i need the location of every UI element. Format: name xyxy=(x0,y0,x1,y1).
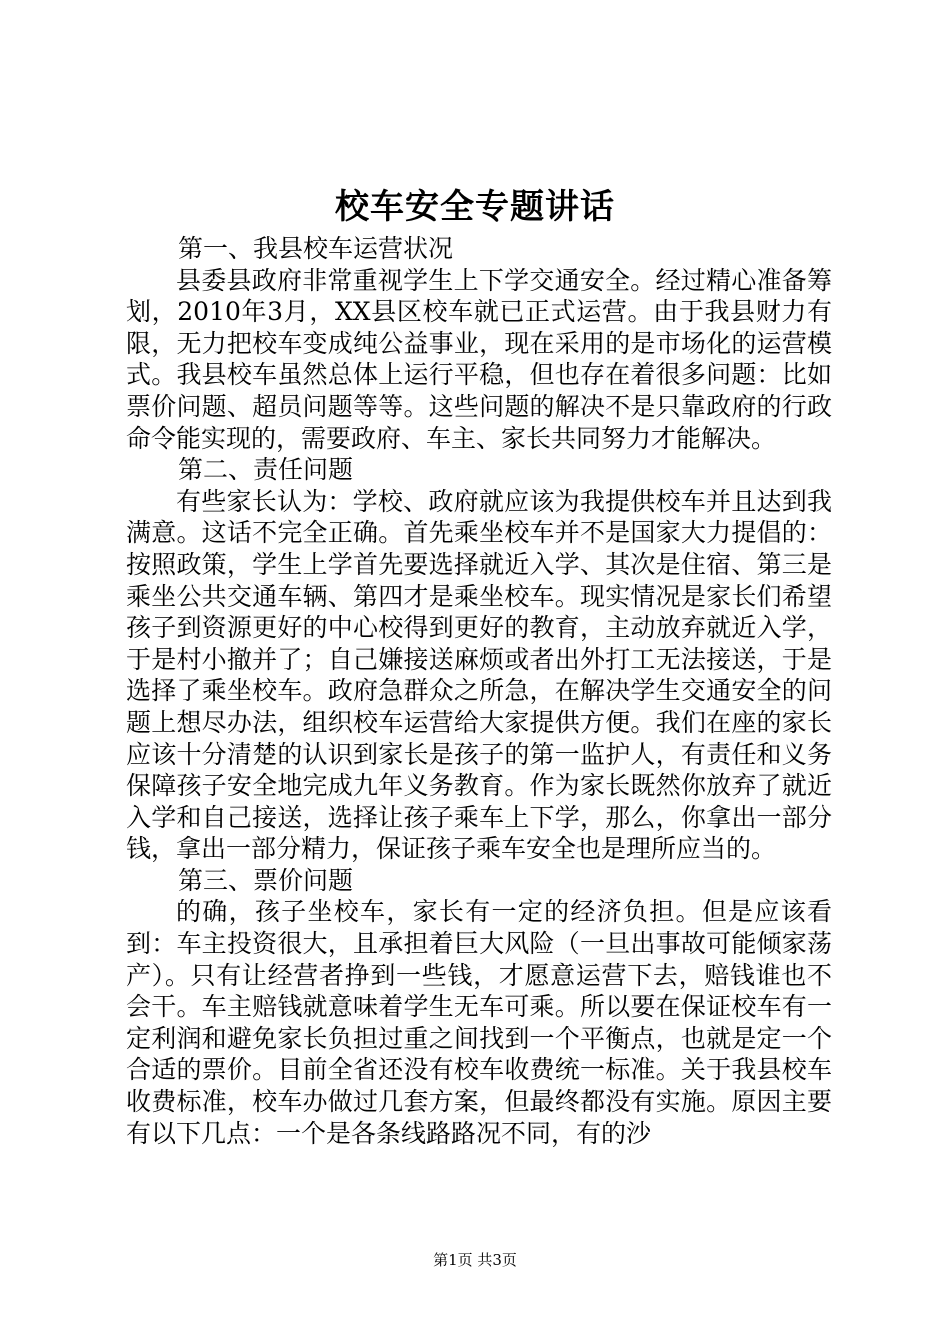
document-body xyxy=(126,233,832,1149)
paragraph-3: 的确，孩子坐校车，家长有一定的经济负担。但是应该看到：车主投资很大，且承担着巨大风险（一旦出事故可能倾家荡产）。只有让经营者挣到一些钱，才愿意运营下去，赔钱谁也不会干。车主赔钱就意味着学生无车可乘。所以要在保证校车有一定利润和避免家长负担过重之间找到一个平衡点，也就是定一个合适的票价。目前全省还没有校车收费统一标准。关于我县校车收费标准，校车办做过几套方案，但最终都没有实施。原因主要有以下几点：一个是各条线路路况不同，有的沙 xyxy=(126,897,832,1148)
section-heading-2: 第二、责任问题 xyxy=(178,455,354,485)
section-heading-1: 第一、我县校车运营状况 xyxy=(178,234,454,263)
document-title: 校车安全专题讲话 xyxy=(335,187,615,227)
page-footer: 第1页 共3页 xyxy=(433,1251,517,1269)
paragraph-1: 县委县政府非常重视学生上下学交通安全。经过精心准备筹划，2010年3月，XX县区校车就已正式运营。由于我县财力有限，无力把校车变成纯公益事业，现在采用的是市场化的运营模式。我县校车虽然总体上运行平稳，但也存在着很多问题：比如票价问题、超员问题等等。这些问题的解决不是只靠政府的行政命令能实现的，需要政府、车主、家长共同努力才能解决。 xyxy=(126,265,832,453)
paragraph-2: 有些家长认为：学校、政府就应该为我提供校车并且达到我满意。这话不完全正确。首先乘坐校车并不是国家大力提倡的：按照政策，学生上学首先要选择就近入学、其次是住宿、第三是乘坐公共交通车辆、第四才是乘坐校车。现实情况是家长们希望孩子到资源更好的中心校得到更好的教育，主动放弃就近入学，于是村小撤并了；自己嫌接送麻烦或者出外打工无法接送，于是选择了乘坐校车。政府急群众之所急，在解决学生交通安全的问题上想尽办法，组织校车运营给大家提供方便。我们在座的家长应该十分清楚的认识到家长是孩子的第一监护人，有责任和义务保障孩子安全地完成九年义务教育。作为家长既然你放弃了就近入学和自己接送，选择让孩子乘车上下学，那么，你拿出一部分钱，拿出一部分精力，保证孩子乘车安全也是理所应当的。 xyxy=(126,486,832,864)
section-heading-3: 第三、票价问题 xyxy=(178,865,354,895)
